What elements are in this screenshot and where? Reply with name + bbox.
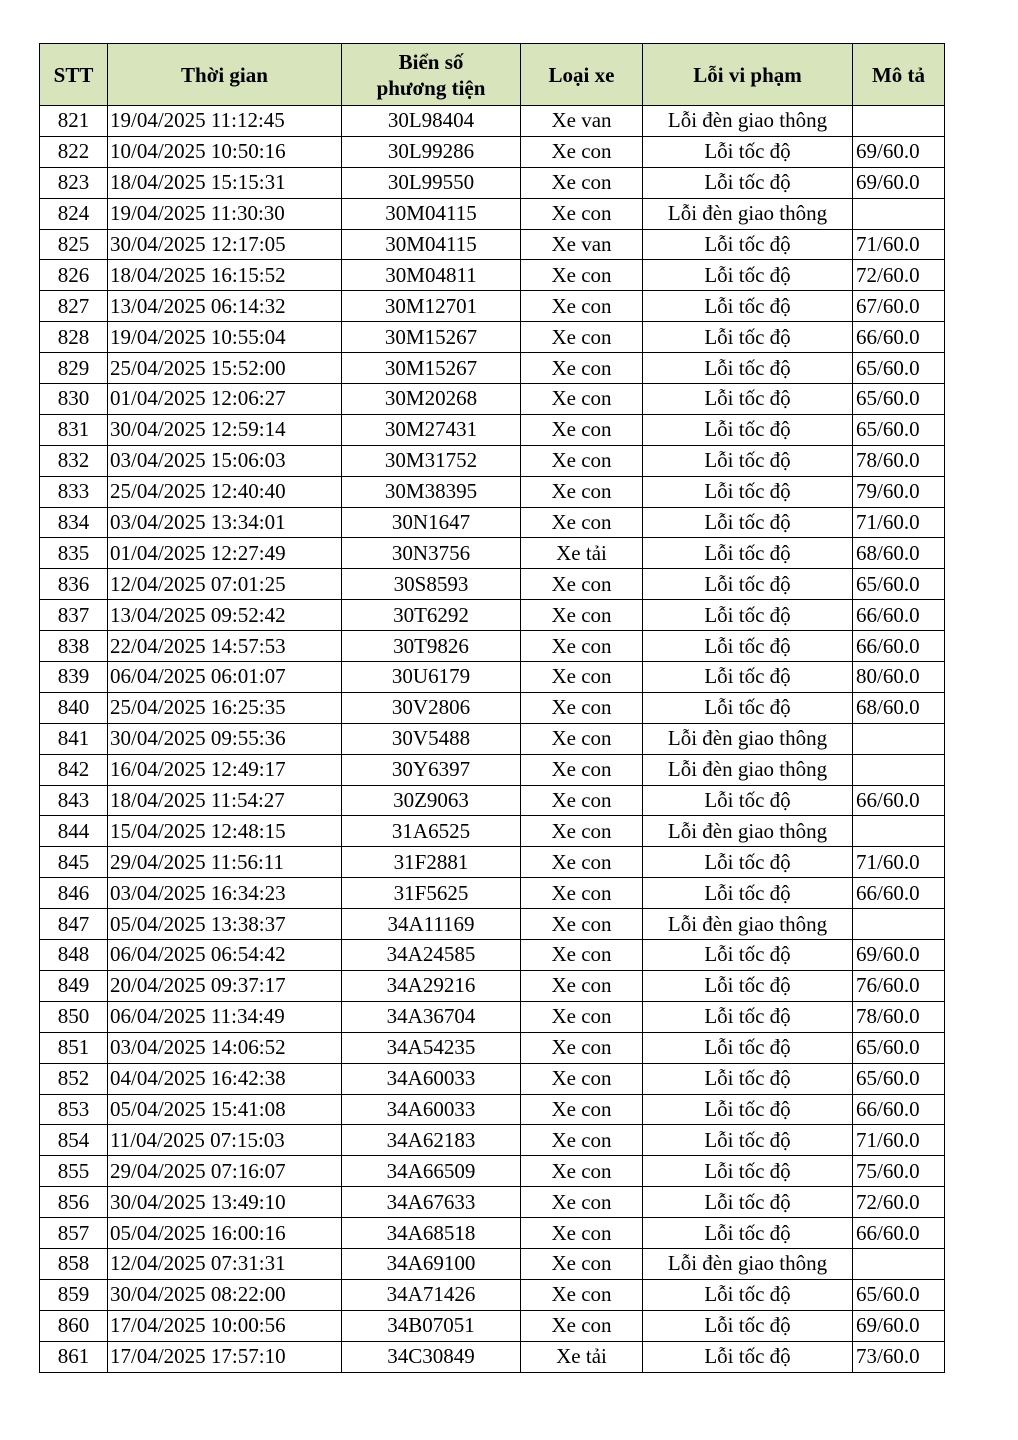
cell-violation: Lỗi tốc độ (643, 1341, 853, 1372)
cell-plate: 34B07051 (342, 1310, 521, 1341)
cell-stt: 857 (40, 1218, 108, 1249)
cell-plate: 30N1647 (342, 507, 521, 538)
table-row (40, 1341, 945, 1372)
table-header (40, 44, 945, 106)
cell-time: 18/04/2025 11:54:27 (108, 785, 342, 816)
cell-stt: 856 (40, 1187, 108, 1218)
cell-time: 19/04/2025 11:30:30 (108, 198, 342, 229)
cell-violation: Lỗi tốc độ (643, 569, 853, 600)
cell-description: 76/60.0 (853, 970, 945, 1001)
cell-description (853, 723, 945, 754)
cell-vehicle-type: Xe con (521, 816, 643, 847)
cell-violation: Lỗi tốc độ (643, 384, 853, 415)
table-row (40, 1218, 945, 1249)
cell-time: 30/04/2025 13:49:10 (108, 1187, 342, 1218)
violations-table (39, 43, 945, 1373)
cell-violation: Lỗi đèn giao thông (643, 106, 853, 137)
cell-description: 68/60.0 (853, 538, 945, 569)
cell-violation: Lỗi tốc độ (643, 1063, 853, 1094)
cell-description: 65/60.0 (853, 569, 945, 600)
cell-plate: 34A71426 (342, 1279, 521, 1310)
cell-stt: 839 (40, 662, 108, 693)
cell-violation: Lỗi tốc độ (643, 260, 853, 291)
cell-violation: Lỗi tốc độ (643, 1187, 853, 1218)
cell-time: 03/04/2025 16:34:23 (108, 878, 342, 909)
cell-plate: 34A54235 (342, 1032, 521, 1063)
cell-stt: 836 (40, 569, 108, 600)
table-row (40, 785, 945, 816)
cell-description: 66/60.0 (853, 322, 945, 353)
table-row (40, 476, 945, 507)
cell-plate: 30M27431 (342, 414, 521, 445)
cell-plate: 34A67633 (342, 1187, 521, 1218)
cell-violation: Lỗi đèn giao thông (643, 723, 853, 754)
cell-time: 03/04/2025 13:34:01 (108, 507, 342, 538)
cell-vehicle-type: Xe con (521, 414, 643, 445)
cell-description: 65/60.0 (853, 384, 945, 415)
cell-description (853, 106, 945, 137)
cell-vehicle-type: Xe con (521, 1248, 643, 1279)
cell-plate: 30T6292 (342, 600, 521, 631)
table-row (40, 1001, 945, 1032)
cell-time: 22/04/2025 14:57:53 (108, 631, 342, 662)
cell-time: 12/04/2025 07:01:25 (108, 569, 342, 600)
cell-plate: 30U6179 (342, 662, 521, 693)
cell-stt: 850 (40, 1001, 108, 1032)
cell-vehicle-type: Xe con (521, 785, 643, 816)
table-row (40, 878, 945, 909)
cell-vehicle-type: Xe con (521, 353, 643, 384)
cell-description: 69/60.0 (853, 167, 945, 198)
cell-violation: Lỗi tốc độ (643, 445, 853, 476)
table-row (40, 1125, 945, 1156)
cell-vehicle-type: Xe con (521, 600, 643, 631)
cell-violation: Lỗi tốc độ (643, 1125, 853, 1156)
cell-description (853, 816, 945, 847)
cell-time: 11/04/2025 07:15:03 (108, 1125, 342, 1156)
cell-description: 75/60.0 (853, 1156, 945, 1187)
table-row (40, 692, 945, 723)
cell-description: 79/60.0 (853, 476, 945, 507)
cell-plate: 31A6525 (342, 816, 521, 847)
cell-description: 71/60.0 (853, 847, 945, 878)
cell-stt: 834 (40, 507, 108, 538)
cell-plate: 34A69100 (342, 1248, 521, 1279)
cell-time: 03/04/2025 15:06:03 (108, 445, 342, 476)
cell-description: 66/60.0 (853, 785, 945, 816)
cell-stt: 825 (40, 229, 108, 260)
cell-plate: 34A60033 (342, 1063, 521, 1094)
cell-description: 71/60.0 (853, 1125, 945, 1156)
cell-vehicle-type: Xe con (521, 1001, 643, 1032)
table-row (40, 1187, 945, 1218)
header-plate-line2: phương tiện (376, 75, 486, 100)
cell-plate: 31F2881 (342, 847, 521, 878)
cell-description: 71/60.0 (853, 507, 945, 538)
cell-violation: Lỗi tốc độ (643, 476, 853, 507)
cell-violation: Lỗi tốc độ (643, 1032, 853, 1063)
cell-vehicle-type: Xe con (521, 1125, 643, 1156)
cell-description: 66/60.0 (853, 1218, 945, 1249)
cell-violation: Lỗi tốc độ (643, 785, 853, 816)
cell-time: 18/04/2025 15:15:31 (108, 167, 342, 198)
cell-violation: Lỗi đèn giao thông (643, 754, 853, 785)
cell-violation: Lỗi tốc độ (643, 136, 853, 167)
cell-stt: 847 (40, 909, 108, 940)
cell-stt: 835 (40, 538, 108, 569)
header-plate-line1: Biển số (398, 49, 464, 74)
cell-violation: Lỗi tốc độ (643, 1001, 853, 1032)
cell-stt: 843 (40, 785, 108, 816)
cell-description: 66/60.0 (853, 600, 945, 631)
cell-violation: Lỗi tốc độ (643, 692, 853, 723)
cell-plate: 30M04115 (342, 198, 521, 229)
cell-description: 65/60.0 (853, 1063, 945, 1094)
cell-time: 18/04/2025 16:15:52 (108, 260, 342, 291)
table-row (40, 816, 945, 847)
cell-plate: 30S8593 (342, 569, 521, 600)
cell-plate: 34A68518 (342, 1218, 521, 1249)
cell-description: 65/60.0 (853, 1032, 945, 1063)
header-plate (342, 44, 521, 106)
table-row (40, 970, 945, 1001)
cell-plate: 34C30849 (342, 1341, 521, 1372)
cell-description: 69/60.0 (853, 136, 945, 167)
cell-vehicle-type: Xe con (521, 1310, 643, 1341)
cell-description: 65/60.0 (853, 414, 945, 445)
cell-stt: 849 (40, 970, 108, 1001)
table-row (40, 631, 945, 662)
table-row (40, 1156, 945, 1187)
cell-violation: Lỗi tốc độ (643, 878, 853, 909)
cell-violation: Lỗi tốc độ (643, 322, 853, 353)
cell-time: 30/04/2025 12:17:05 (108, 229, 342, 260)
cell-vehicle-type: Xe con (521, 970, 643, 1001)
cell-vehicle-type: Xe con (521, 1187, 643, 1218)
cell-time: 25/04/2025 12:40:40 (108, 476, 342, 507)
table-row (40, 260, 945, 291)
cell-vehicle-type: Xe con (521, 1063, 643, 1094)
cell-time: 10/04/2025 10:50:16 (108, 136, 342, 167)
cell-description (853, 198, 945, 229)
cell-stt: 824 (40, 198, 108, 229)
cell-violation: Lỗi tốc độ (643, 353, 853, 384)
cell-violation: Lỗi tốc độ (643, 1218, 853, 1249)
cell-description: 73/60.0 (853, 1341, 945, 1372)
cell-time: 17/04/2025 10:00:56 (108, 1310, 342, 1341)
cell-vehicle-type: Xe con (521, 198, 643, 229)
table-row (40, 723, 945, 754)
cell-vehicle-type: Xe con (521, 1156, 643, 1187)
table-row (40, 106, 945, 137)
table-row (40, 1094, 945, 1125)
cell-vehicle-type: Xe con (521, 291, 643, 322)
cell-stt: 837 (40, 600, 108, 631)
cell-vehicle-type: Xe con (521, 878, 643, 909)
cell-description: 71/60.0 (853, 229, 945, 260)
cell-time: 13/04/2025 09:52:42 (108, 600, 342, 631)
cell-time: 16/04/2025 12:49:17 (108, 754, 342, 785)
table-row (40, 322, 945, 353)
cell-vehicle-type: Xe con (521, 1094, 643, 1125)
table-body (40, 106, 945, 1373)
cell-violation: Lỗi tốc độ (643, 940, 853, 971)
cell-plate: 34A60033 (342, 1094, 521, 1125)
cell-vehicle-type: Xe con (521, 384, 643, 415)
cell-time: 05/04/2025 16:00:16 (108, 1218, 342, 1249)
cell-stt: 853 (40, 1094, 108, 1125)
header-time: Thời gian (108, 44, 342, 106)
cell-stt: 833 (40, 476, 108, 507)
cell-plate: 30L99550 (342, 167, 521, 198)
cell-stt: 846 (40, 878, 108, 909)
cell-time: 15/04/2025 12:48:15 (108, 816, 342, 847)
cell-violation: Lỗi đèn giao thông (643, 1248, 853, 1279)
table-row (40, 1063, 945, 1094)
table-row (40, 1248, 945, 1279)
cell-stt: 840 (40, 692, 108, 723)
cell-stt: 823 (40, 167, 108, 198)
cell-description: 67/60.0 (853, 291, 945, 322)
cell-stt: 831 (40, 414, 108, 445)
cell-vehicle-type: Xe con (521, 445, 643, 476)
cell-vehicle-type: Xe con (521, 754, 643, 785)
cell-time: 30/04/2025 12:59:14 (108, 414, 342, 445)
cell-stt: 832 (40, 445, 108, 476)
cell-vehicle-type: Xe con (521, 1218, 643, 1249)
cell-vehicle-type: Xe con (521, 1279, 643, 1310)
table-row (40, 136, 945, 167)
cell-stt: 826 (40, 260, 108, 291)
cell-vehicle-type: Xe con (521, 631, 643, 662)
cell-vehicle-type: Xe con (521, 569, 643, 600)
table-row (40, 1310, 945, 1341)
cell-time: 03/04/2025 14:06:52 (108, 1032, 342, 1063)
cell-description: 80/60.0 (853, 662, 945, 693)
table-row (40, 198, 945, 229)
cell-description: 65/60.0 (853, 353, 945, 384)
cell-description: 72/60.0 (853, 260, 945, 291)
cell-plate: 30M38395 (342, 476, 521, 507)
cell-violation: Lỗi tốc độ (643, 631, 853, 662)
table-row (40, 167, 945, 198)
cell-stt: 854 (40, 1125, 108, 1156)
cell-vehicle-type: Xe con (521, 260, 643, 291)
table-row (40, 507, 945, 538)
cell-violation: Lỗi tốc độ (643, 1310, 853, 1341)
cell-violation: Lỗi tốc độ (643, 538, 853, 569)
cell-stt: 829 (40, 353, 108, 384)
table-row (40, 538, 945, 569)
cell-stt: 861 (40, 1341, 108, 1372)
cell-vehicle-type: Xe van (521, 106, 643, 137)
cell-time: 17/04/2025 17:57:10 (108, 1341, 342, 1372)
cell-vehicle-type: Xe con (521, 692, 643, 723)
header-description: Mô tả (853, 44, 945, 106)
cell-stt: 821 (40, 106, 108, 137)
table-row (40, 600, 945, 631)
cell-violation: Lỗi tốc độ (643, 1094, 853, 1125)
table-row (40, 229, 945, 260)
cell-plate: 30V5488 (342, 723, 521, 754)
cell-stt: 822 (40, 136, 108, 167)
cell-stt: 852 (40, 1063, 108, 1094)
cell-description: 78/60.0 (853, 1001, 945, 1032)
cell-violation: Lỗi tốc độ (643, 167, 853, 198)
cell-plate: 30N3756 (342, 538, 521, 569)
header-row (40, 44, 945, 106)
cell-plate: 34A11169 (342, 909, 521, 940)
cell-violation: Lỗi tốc độ (643, 1279, 853, 1310)
cell-violation: Lỗi tốc độ (643, 600, 853, 631)
cell-vehicle-type: Xe con (521, 1032, 643, 1063)
cell-violation: Lỗi đèn giao thông (643, 198, 853, 229)
cell-violation: Lỗi tốc độ (643, 970, 853, 1001)
cell-time: 19/04/2025 11:12:45 (108, 106, 342, 137)
cell-plate: 30Z9063 (342, 785, 521, 816)
cell-vehicle-type: Xe con (521, 476, 643, 507)
cell-description: 69/60.0 (853, 1310, 945, 1341)
cell-violation: Lỗi đèn giao thông (643, 909, 853, 940)
cell-plate: 31F5625 (342, 878, 521, 909)
cell-time: 05/04/2025 15:41:08 (108, 1094, 342, 1125)
cell-stt: 858 (40, 1248, 108, 1279)
cell-stt: 845 (40, 847, 108, 878)
cell-plate: 30M04115 (342, 229, 521, 260)
cell-plate: 30Y6397 (342, 754, 521, 785)
cell-description: 78/60.0 (853, 445, 945, 476)
cell-time: 20/04/2025 09:37:17 (108, 970, 342, 1001)
cell-plate: 34A62183 (342, 1125, 521, 1156)
cell-plate: 34A36704 (342, 1001, 521, 1032)
cell-stt: 860 (40, 1310, 108, 1341)
cell-plate: 30L99286 (342, 136, 521, 167)
cell-time: 19/04/2025 10:55:04 (108, 322, 342, 353)
cell-vehicle-type: Xe con (521, 322, 643, 353)
cell-stt: 838 (40, 631, 108, 662)
cell-violation: Lỗi tốc độ (643, 847, 853, 878)
header-stt: STT (40, 44, 108, 106)
cell-vehicle-type: Xe con (521, 909, 643, 940)
cell-stt: 827 (40, 291, 108, 322)
cell-stt: 842 (40, 754, 108, 785)
cell-violation: Lỗi tốc độ (643, 1156, 853, 1187)
cell-description: 68/60.0 (853, 692, 945, 723)
table-row (40, 384, 945, 415)
cell-description (853, 754, 945, 785)
cell-time: 30/04/2025 09:55:36 (108, 723, 342, 754)
cell-stt: 859 (40, 1279, 108, 1310)
cell-plate: 30M15267 (342, 353, 521, 384)
cell-stt: 855 (40, 1156, 108, 1187)
header-violation: Lỗi vi phạm (643, 44, 853, 106)
cell-description (853, 1248, 945, 1279)
cell-violation: Lỗi tốc độ (643, 229, 853, 260)
table-row (40, 1279, 945, 1310)
cell-time: 29/04/2025 11:56:11 (108, 847, 342, 878)
cell-stt: 851 (40, 1032, 108, 1063)
cell-time: 01/04/2025 12:27:49 (108, 538, 342, 569)
header-vehicle-type: Loại xe (521, 44, 643, 106)
cell-vehicle-type: Xe tải (521, 1341, 643, 1372)
cell-vehicle-type: Xe con (521, 507, 643, 538)
cell-vehicle-type: Xe con (521, 167, 643, 198)
table-row (40, 445, 945, 476)
table-row (40, 940, 945, 971)
cell-stt: 830 (40, 384, 108, 415)
cell-vehicle-type: Xe con (521, 723, 643, 754)
cell-plate: 30M15267 (342, 322, 521, 353)
cell-plate: 30V2806 (342, 692, 521, 723)
cell-plate: 30T9826 (342, 631, 521, 662)
table-row (40, 569, 945, 600)
cell-plate: 30L98404 (342, 106, 521, 137)
cell-description (853, 909, 945, 940)
cell-time: 05/04/2025 13:38:37 (108, 909, 342, 940)
table-row (40, 909, 945, 940)
cell-time: 04/04/2025 16:42:38 (108, 1063, 342, 1094)
cell-time: 29/04/2025 07:16:07 (108, 1156, 342, 1187)
table-row (40, 754, 945, 785)
cell-time: 06/04/2025 06:01:07 (108, 662, 342, 693)
cell-time: 13/04/2025 06:14:32 (108, 291, 342, 322)
cell-stt: 844 (40, 816, 108, 847)
cell-time: 25/04/2025 16:25:35 (108, 692, 342, 723)
cell-time: 25/04/2025 15:52:00 (108, 353, 342, 384)
cell-plate: 30M04811 (342, 260, 521, 291)
cell-time: 30/04/2025 08:22:00 (108, 1279, 342, 1310)
cell-violation: Lỗi đèn giao thông (643, 816, 853, 847)
table-row (40, 353, 945, 384)
cell-time: 06/04/2025 06:54:42 (108, 940, 342, 971)
cell-vehicle-type: Xe con (521, 940, 643, 971)
cell-plate: 30M20268 (342, 384, 521, 415)
cell-stt: 848 (40, 940, 108, 971)
cell-vehicle-type: Xe con (521, 662, 643, 693)
cell-vehicle-type: Xe con (521, 136, 643, 167)
table-row (40, 662, 945, 693)
cell-plate: 34A24585 (342, 940, 521, 971)
cell-time: 06/04/2025 11:34:49 (108, 1001, 342, 1032)
cell-vehicle-type: Xe tải (521, 538, 643, 569)
cell-description: 66/60.0 (853, 878, 945, 909)
cell-violation: Lỗi tốc độ (643, 291, 853, 322)
cell-time: 01/04/2025 12:06:27 (108, 384, 342, 415)
cell-description: 66/60.0 (853, 1094, 945, 1125)
table-row (40, 847, 945, 878)
cell-plate: 34A29216 (342, 970, 521, 1001)
cell-violation: Lỗi tốc độ (643, 662, 853, 693)
table-row (40, 414, 945, 445)
cell-vehicle-type: Xe van (521, 229, 643, 260)
cell-plate: 30M12701 (342, 291, 521, 322)
cell-description: 66/60.0 (853, 631, 945, 662)
cell-vehicle-type: Xe con (521, 847, 643, 878)
table-row (40, 1032, 945, 1063)
cell-time: 12/04/2025 07:31:31 (108, 1248, 342, 1279)
cell-description: 65/60.0 (853, 1279, 945, 1310)
cell-stt: 828 (40, 322, 108, 353)
cell-plate: 34A66509 (342, 1156, 521, 1187)
cell-description: 72/60.0 (853, 1187, 945, 1218)
cell-description: 69/60.0 (853, 940, 945, 971)
cell-violation: Lỗi tốc độ (643, 507, 853, 538)
cell-plate: 30M31752 (342, 445, 521, 476)
cell-stt: 841 (40, 723, 108, 754)
table-row (40, 291, 945, 322)
cell-violation: Lỗi tốc độ (643, 414, 853, 445)
